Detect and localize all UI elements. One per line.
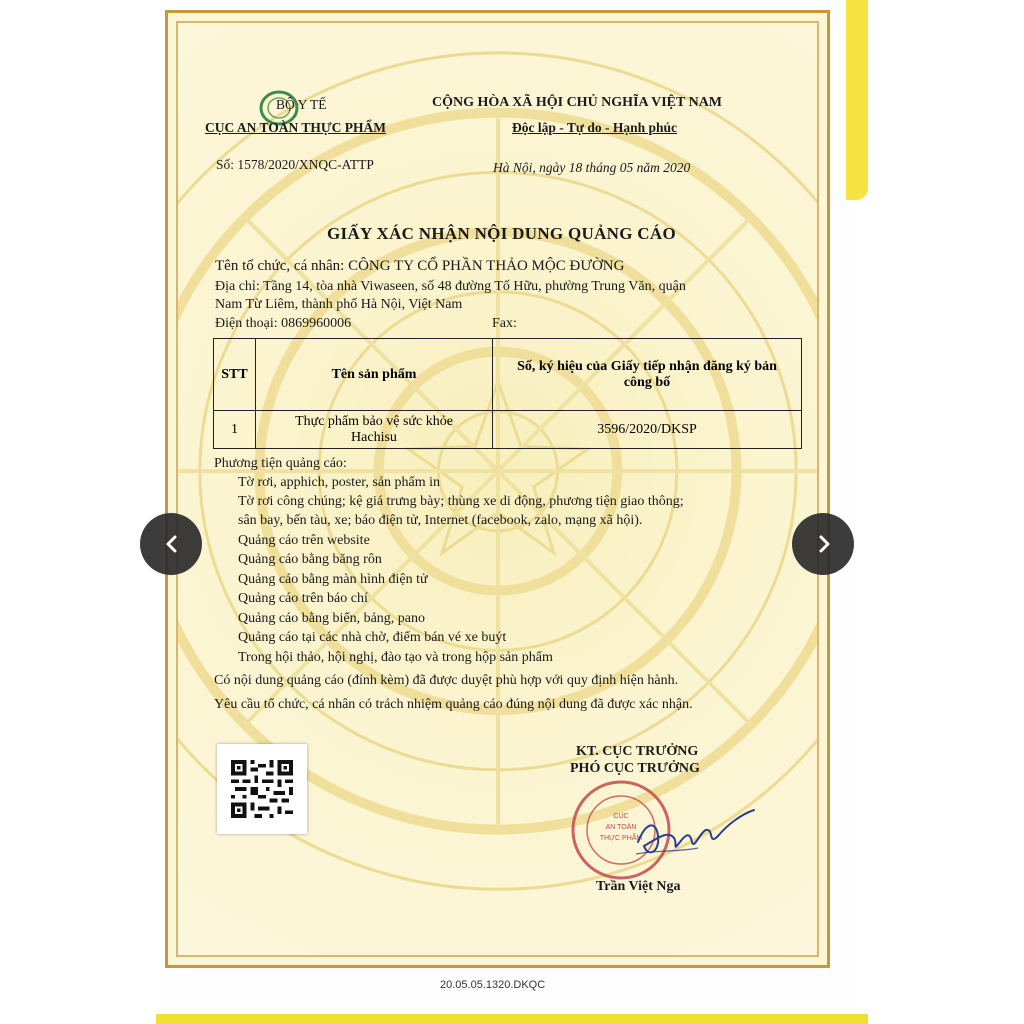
department-name: CỤC AN TOÀN THỰC PHẨM bbox=[205, 120, 387, 135]
ministry-name: BỘ Y TẾ bbox=[276, 97, 327, 112]
header-registration-line2: công bố bbox=[623, 374, 671, 390]
document-title: GIẤY XÁC NHẬN NỘI DUNG QUẢNG CÁO bbox=[327, 224, 676, 243]
signer-title-2: PHÓ CỤC TRƯỞNG bbox=[570, 761, 700, 776]
applicant-fax: Fax: bbox=[492, 316, 517, 331]
table-row bbox=[214, 411, 802, 449]
signer-title-1: KT. CỤC TRƯỞNG bbox=[576, 744, 699, 759]
qr-code-icon bbox=[230, 760, 294, 818]
media-item: Quảng cáo bằng băng rôn bbox=[238, 552, 382, 567]
row-stt: 1 bbox=[214, 411, 256, 449]
media-item: Quảng cáo bằng màn hình điện tử bbox=[238, 572, 428, 587]
nation-name: CỘNG HÒA XÃ HỘI CHỦ NGHĨA VIỆT NAM bbox=[432, 95, 723, 110]
chevron-right-icon bbox=[813, 532, 835, 556]
media-item: Tờ rơi, apphich, poster, sản phẩm in bbox=[238, 475, 441, 490]
row-product-name bbox=[256, 411, 493, 449]
header-registration-line1: Số, ký hiệu của Giấy tiếp nhận đăng ký bản bbox=[517, 358, 777, 374]
header-registration bbox=[493, 339, 802, 411]
signer-name: Trần Việt Nga bbox=[596, 879, 681, 894]
chevron-left-icon bbox=[161, 532, 183, 556]
applicant-name: Tên tổ chức, cá nhân: CÔNG TY CỔ PHẦN THẢO MỘC ĐƯỜNG bbox=[215, 258, 625, 274]
yellow-accent-strip bbox=[846, 0, 868, 200]
previous-image-button[interactable] bbox=[140, 513, 202, 575]
media-item: Trong hội thảo, hội nghị, đào tạo và trong hộp sản phẩm bbox=[238, 650, 553, 665]
yellow-bottom-bar bbox=[156, 1014, 868, 1024]
product-name-line1: Thực phẩm bảo vệ sức khỏe bbox=[295, 413, 453, 429]
header-stt: STT bbox=[214, 339, 256, 411]
media-item: Quảng cáo trên báo chí bbox=[238, 591, 368, 606]
media-heading: Phương tiện quảng cáo: bbox=[214, 456, 347, 471]
document-number: Số: 1578/2020/XNQC-ATTP bbox=[216, 157, 374, 172]
place-date: Hà Nội, ngày 18 tháng 05 năm 2020 bbox=[493, 160, 691, 175]
media-item: Quảng cáo bằng biển, bảng, pano bbox=[238, 611, 425, 626]
media-item: Quảng cáo trên website bbox=[238, 533, 370, 548]
next-image-button[interactable] bbox=[792, 513, 854, 575]
header-product-name: Tên sản phẩm bbox=[256, 339, 493, 411]
media-item: Tờ rơi công chúng; kệ giá trưng bày; thùng xe di động, phương tiện giao thông; bbox=[238, 494, 684, 509]
applicant-address-line1: Địa chỉ: Tầng 14, tòa nhà Viwaseen, số 48 đường Tố Hữu, phường Trung Văn, quận bbox=[215, 279, 686, 294]
footer-code: 20.05.05.1320.DKQC bbox=[440, 979, 546, 991]
svg-text:CỤC: CỤC bbox=[613, 813, 629, 820]
row-registration-number: 3596/2020/DKSP bbox=[493, 411, 802, 449]
qr-code bbox=[217, 744, 307, 834]
product-table bbox=[213, 338, 802, 449]
approval-statement: Có nội dung quảng cáo (đính kèm) đã được duyệt phù hợp với quy định hiện hành. bbox=[214, 673, 679, 688]
signature-mark bbox=[628, 802, 758, 864]
media-item: sân bay, bến tàu, xe; báo điện tử, Internet (facebook, zalo, mạng xã hội). bbox=[238, 513, 643, 528]
applicant-phone: Điện thoại: 0869960006 bbox=[215, 316, 352, 331]
responsibility-statement: Yêu cầu tổ chức, cá nhân có trách nhiệm quảng cáo đúng nội dung đã được xác nhận. bbox=[214, 697, 693, 712]
svg-text:THỰC PHẨM: THỰC PHẨM bbox=[599, 835, 643, 842]
table-header-row bbox=[214, 339, 802, 411]
applicant-address-line2: Nam Từ Liêm, thành phố Hà Nội, Việt Nam bbox=[215, 297, 463, 312]
product-name-line2: Hachisu bbox=[351, 429, 397, 445]
national-motto: Độc lập - Tự do - Hạnh phúc bbox=[512, 120, 678, 135]
media-item: Quảng cáo tại các nhà chờ, điểm bán vé xe buýt bbox=[238, 630, 507, 645]
svg-text:AN TOÀN: AN TOÀN bbox=[605, 824, 637, 831]
